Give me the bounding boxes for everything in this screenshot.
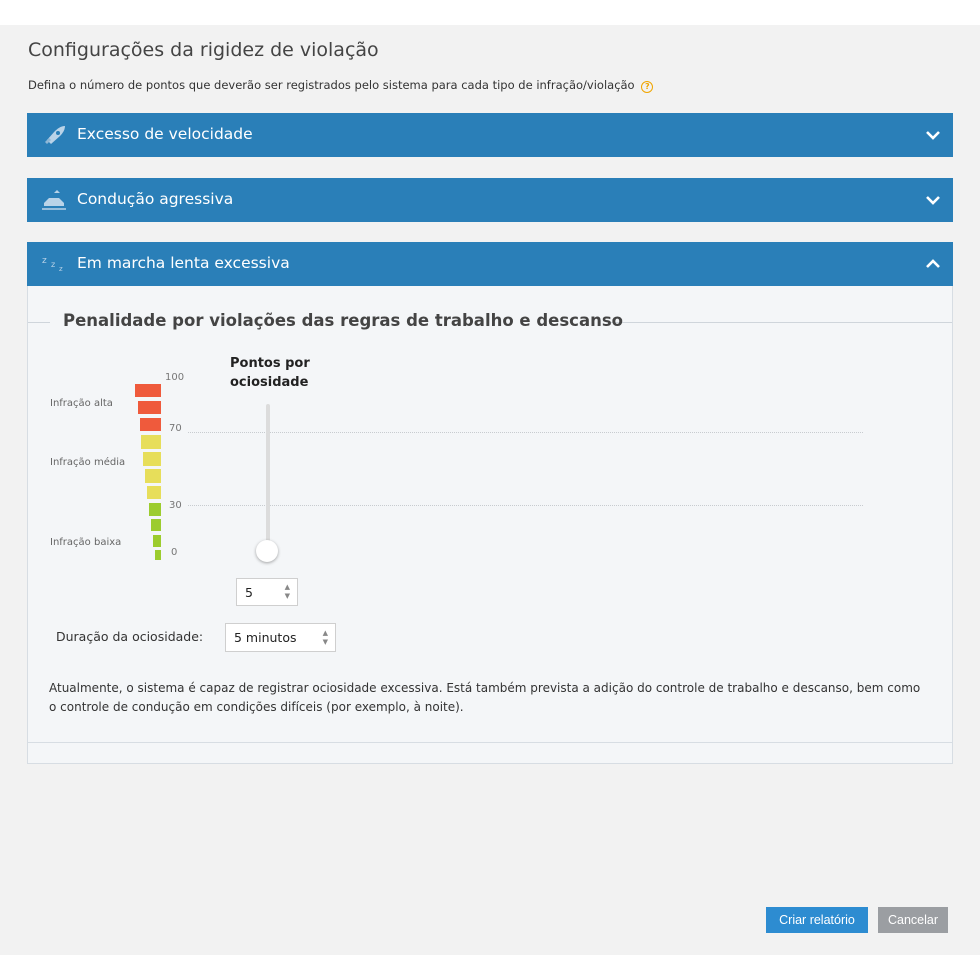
points-value: 5 [245,585,253,600]
accordion-label: Em marcha lenta excessiva [77,254,290,272]
chevron-up-icon [925,256,941,272]
info-text: Atualmente, o sistema é capaz de registrar ociosidade excessiva. Está também prevista a adição do controle de trabalho e descanso, bem como o controle de condução em condições difíceis (por exemplo, à noite). [49,681,921,714]
duration-label: Duração da ociosidade: [56,629,204,644]
rocket-icon [41,124,67,146]
severity-segment [140,418,161,431]
scale-line-30 [188,505,863,506]
panel-footer-divider [28,742,952,743]
question-circle-icon[interactable]: ? [641,81,653,93]
severity-segment [147,486,161,499]
points-title [230,354,310,392]
points-slider-track[interactable] [266,404,270,552]
accordion-excessive-idling[interactable] [27,242,953,286]
dialog-title: Configurações da rigidez de violação [28,39,379,61]
duration-value: 5 minutos [234,630,297,645]
points-slider-handle[interactable] [256,540,278,562]
duration-select[interactable] [225,623,336,652]
severity-segment [149,503,161,516]
severity-segment [145,469,161,483]
fieldset-border [610,322,952,323]
stepper-arrows-icon[interactable]: ▲ ▼ [284,583,290,600]
points-stepper[interactable] [236,578,298,606]
points-title-line2: ociosidade [230,375,309,390]
scale-tick-70: 70 [169,423,182,434]
severity-segment [141,435,161,449]
chevron-down-icon [925,127,941,143]
idling-panel [27,286,953,764]
severity-segment [138,401,161,414]
svg-text:z: z [42,256,47,266]
svg-text:z: z [59,265,63,273]
points-title-line1: Pontos por [230,356,310,371]
severity-segment [153,535,161,547]
cancel-button[interactable]: Cancelar [878,907,948,933]
section-title: Penalidade por violações das regras de trabalho e descanso [63,311,624,330]
zzz-sleep-icon [41,253,67,275]
fieldset-border [28,322,50,323]
subtitle-text: Defina o número de pontos que deverão ser registrados pelo sistema para cada tipo de infração/violação [28,78,635,92]
severity-segment [143,452,161,466]
scale-label-medium: Infração média [50,457,126,468]
severity-segment [135,384,161,397]
stepper-arrows-icon[interactable]: ▲ ▼ [322,629,328,646]
severity-segment [155,550,161,560]
settings-dialog [0,25,980,955]
accordion-label: Condução agressiva [77,190,234,208]
dialog-subtitle [28,78,653,93]
severity-segment [151,519,161,531]
scale-tick-30: 30 [169,500,182,511]
scale-label-low: Infração baixa [50,537,122,548]
scale-tick-100: 100 [165,372,185,383]
accordion-label: Excesso de velocidade [77,125,253,143]
scale-tick-0: 0 [171,547,178,558]
aggressive-car-icon [41,189,67,211]
scale-line-70 [188,432,863,433]
accordion-aggressive-driving[interactable] [27,178,953,222]
svg-text:z: z [51,260,56,269]
create-report-button[interactable]: Criar relatório [766,907,868,933]
chevron-down-icon [925,192,941,208]
accordion-speeding[interactable] [27,113,953,157]
scale-label-high: Infração alta [50,398,113,409]
